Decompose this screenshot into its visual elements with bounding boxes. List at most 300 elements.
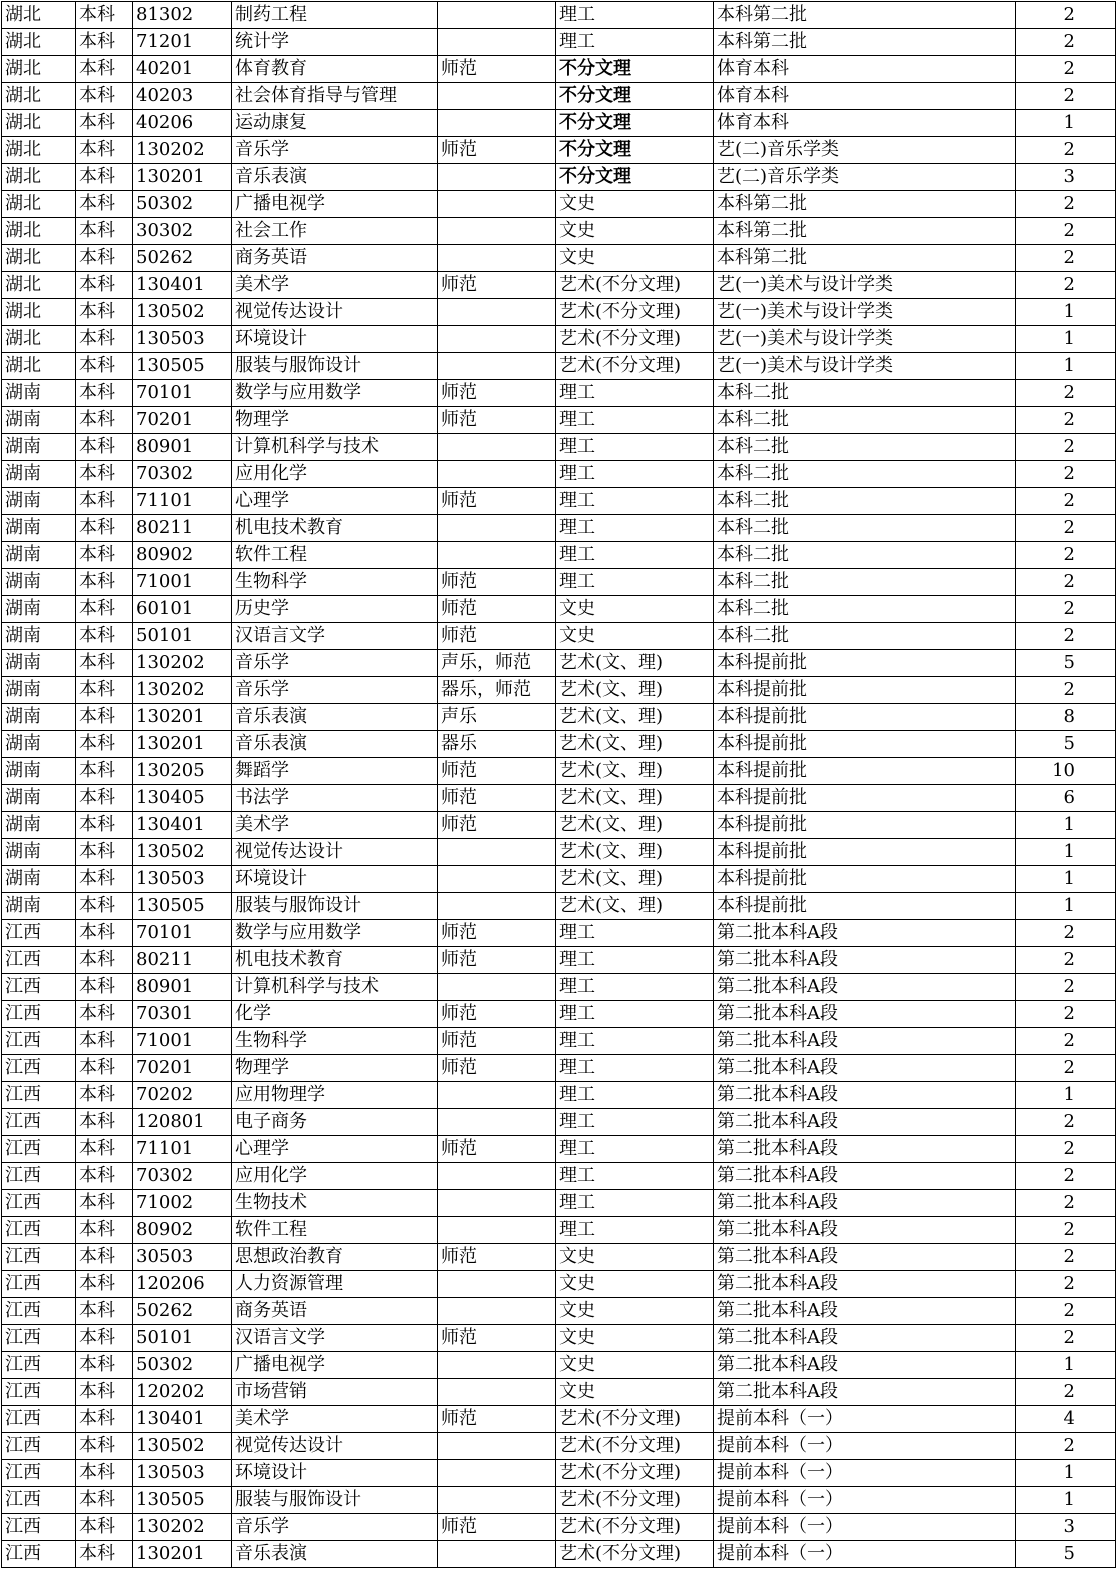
category-cell: 理工: [556, 1082, 714, 1109]
note-cell: 师范: [438, 56, 556, 83]
major-code-cell: 130201: [133, 731, 232, 758]
major-name-cell: 汉语言文学: [232, 1325, 438, 1352]
quota-cell: 1: [1016, 353, 1116, 380]
quota-cell: 2: [1016, 1325, 1116, 1352]
level-cell: 本科: [76, 758, 133, 785]
note-cell: 师范: [438, 1028, 556, 1055]
quota-cell: 1: [1016, 1082, 1116, 1109]
major-code-cell: 30302: [133, 218, 232, 245]
level-cell: 本科: [76, 461, 133, 488]
batch-cell: 本科第二批: [714, 245, 1016, 272]
level-cell: 本科: [76, 1190, 133, 1217]
province-cell: 湖北: [2, 272, 76, 299]
category-cell: 艺术(文、理): [556, 704, 714, 731]
quota-cell: 2: [1016, 461, 1116, 488]
major-name-cell: 机电技术教育: [232, 515, 438, 542]
major-name-cell: 人力资源管理: [232, 1271, 438, 1298]
major-name-cell: 机电技术教育: [232, 947, 438, 974]
category-cell: 理工: [556, 488, 714, 515]
table-row: [2, 839, 1116, 866]
table-row: [2, 893, 1116, 920]
category-cell: 文史: [556, 245, 714, 272]
quota-cell: 2: [1016, 83, 1116, 110]
batch-cell: 第二批本科A段: [714, 947, 1016, 974]
category-cell: 不分文理: [556, 83, 714, 110]
batch-cell: 本科二批: [714, 434, 1016, 461]
table-row: [2, 434, 1116, 461]
note-cell: [438, 1163, 556, 1190]
table-row: [2, 1298, 1116, 1325]
note-cell: 师范: [438, 947, 556, 974]
quota-cell: 2: [1016, 29, 1116, 56]
major-name-cell: 环境设计: [232, 1460, 438, 1487]
category-cell: 理工: [556, 2, 714, 29]
province-cell: 湖南: [2, 866, 76, 893]
level-cell: 本科: [76, 947, 133, 974]
quota-cell: 2: [1016, 1136, 1116, 1163]
level-cell: 本科: [76, 326, 133, 353]
table-row: [2, 515, 1116, 542]
major-name-cell: 视觉传达设计: [232, 299, 438, 326]
batch-cell: 本科二批: [714, 623, 1016, 650]
table-row: [2, 1082, 1116, 1109]
province-cell: 江西: [2, 1055, 76, 1082]
category-cell: 艺术(不分文理): [556, 353, 714, 380]
major-code-cell: 120801: [133, 1109, 232, 1136]
major-code-cell: 80211: [133, 515, 232, 542]
province-cell: 湖南: [2, 893, 76, 920]
major-name-cell: 体育教育: [232, 56, 438, 83]
major-name-cell: 应用化学: [232, 461, 438, 488]
table-row: [2, 218, 1116, 245]
major-name-cell: 化学: [232, 1001, 438, 1028]
quota-cell: 2: [1016, 515, 1116, 542]
table-row: [2, 731, 1116, 758]
note-cell: [438, 1487, 556, 1514]
category-cell: 艺术(不分文理): [556, 299, 714, 326]
quota-cell: 2: [1016, 1217, 1116, 1244]
note-cell: 师范: [438, 1514, 556, 1541]
quota-cell: 2: [1016, 1244, 1116, 1271]
batch-cell: 本科二批: [714, 461, 1016, 488]
level-cell: 本科: [76, 110, 133, 137]
batch-cell: 第二批本科A段: [714, 920, 1016, 947]
quota-cell: 5: [1016, 731, 1116, 758]
category-cell: 理工: [556, 542, 714, 569]
quota-cell: 2: [1016, 1163, 1116, 1190]
note-cell: 师范: [438, 488, 556, 515]
table-row: [2, 1001, 1116, 1028]
province-cell: 江西: [2, 1028, 76, 1055]
table-row: [2, 56, 1116, 83]
major-code-cell: 130405: [133, 785, 232, 812]
level-cell: 本科: [76, 1271, 133, 1298]
quota-cell: 5: [1016, 1541, 1116, 1568]
level-cell: 本科: [76, 893, 133, 920]
batch-cell: 第二批本科A段: [714, 1109, 1016, 1136]
level-cell: 本科: [76, 218, 133, 245]
category-cell: 理工: [556, 1163, 714, 1190]
batch-cell: 第二批本科A段: [714, 1217, 1016, 1244]
level-cell: 本科: [76, 839, 133, 866]
quota-cell: 1: [1016, 893, 1116, 920]
province-cell: 江西: [2, 1271, 76, 1298]
batch-cell: 本科提前批: [714, 677, 1016, 704]
province-cell: 湖南: [2, 569, 76, 596]
note-cell: 器乐，师范: [438, 677, 556, 704]
level-cell: 本科: [76, 623, 133, 650]
table-body: [2, 2, 1116, 1568]
quota-cell: 6: [1016, 785, 1116, 812]
table-row: [2, 1163, 1116, 1190]
province-cell: 江西: [2, 1298, 76, 1325]
category-cell: 艺术(不分文理): [556, 1487, 714, 1514]
batch-cell: 第二批本科A段: [714, 1001, 1016, 1028]
category-cell: 理工: [556, 1001, 714, 1028]
batch-cell: 第二批本科A段: [714, 974, 1016, 1001]
major-name-cell: 制药工程: [232, 2, 438, 29]
level-cell: 本科: [76, 704, 133, 731]
level-cell: 本科: [76, 812, 133, 839]
province-cell: 湖北: [2, 218, 76, 245]
category-cell: 艺术(不分文理): [556, 1514, 714, 1541]
note-cell: 师范: [438, 920, 556, 947]
batch-cell: 提前本科（一）: [714, 1406, 1016, 1433]
note-cell: [438, 164, 556, 191]
quota-cell: 2: [1016, 1001, 1116, 1028]
table-row: [2, 1514, 1116, 1541]
batch-cell: 本科提前批: [714, 839, 1016, 866]
major-name-cell: 汉语言文学: [232, 623, 438, 650]
note-cell: [438, 299, 556, 326]
level-cell: 本科: [76, 1244, 133, 1271]
quota-cell: 2: [1016, 623, 1116, 650]
category-cell: 理工: [556, 515, 714, 542]
note-cell: [438, 1109, 556, 1136]
batch-cell: 本科二批: [714, 542, 1016, 569]
province-cell: 江西: [2, 1190, 76, 1217]
batch-cell: 本科提前批: [714, 650, 1016, 677]
batch-cell: 本科提前批: [714, 731, 1016, 758]
table-row: [2, 1271, 1116, 1298]
batch-cell: 艺(一)美术与设计学类: [714, 353, 1016, 380]
major-code-cell: 50101: [133, 1325, 232, 1352]
province-cell: 江西: [2, 1136, 76, 1163]
table-row: [2, 1217, 1116, 1244]
province-cell: 江西: [2, 1109, 76, 1136]
batch-cell: 第二批本科A段: [714, 1298, 1016, 1325]
major-name-cell: 视觉传达设计: [232, 839, 438, 866]
quota-cell: 2: [1016, 677, 1116, 704]
level-cell: 本科: [76, 137, 133, 164]
major-code-cell: 70101: [133, 380, 232, 407]
major-code-cell: 130502: [133, 839, 232, 866]
level-cell: 本科: [76, 1379, 133, 1406]
major-code-cell: 70201: [133, 1055, 232, 1082]
category-cell: 艺术(文、理): [556, 839, 714, 866]
note-cell: 师范: [438, 1055, 556, 1082]
major-name-cell: 服装与服饰设计: [232, 1487, 438, 1514]
major-name-cell: 心理学: [232, 488, 438, 515]
level-cell: 本科: [76, 1514, 133, 1541]
major-name-cell: 美术学: [232, 272, 438, 299]
category-cell: 文史: [556, 218, 714, 245]
level-cell: 本科: [76, 1001, 133, 1028]
province-cell: 湖北: [2, 110, 76, 137]
table-row: [2, 1109, 1116, 1136]
batch-cell: 本科二批: [714, 569, 1016, 596]
province-cell: 江西: [2, 1325, 76, 1352]
major-code-cell: 130202: [133, 137, 232, 164]
note-cell: 师范: [438, 1325, 556, 1352]
note-cell: [438, 218, 556, 245]
province-cell: 湖北: [2, 56, 76, 83]
table-row: [2, 353, 1116, 380]
quota-cell: 2: [1016, 1055, 1116, 1082]
note-cell: 声乐: [438, 704, 556, 731]
note-cell: [438, 245, 556, 272]
level-cell: 本科: [76, 1298, 133, 1325]
level-cell: 本科: [76, 1109, 133, 1136]
table-row: [2, 704, 1116, 731]
batch-cell: 本科二批: [714, 515, 1016, 542]
major-code-cell: 50302: [133, 1352, 232, 1379]
quota-cell: 2: [1016, 56, 1116, 83]
table-row: [2, 542, 1116, 569]
province-cell: 湖北: [2, 191, 76, 218]
category-cell: 理工: [556, 434, 714, 461]
note-cell: [438, 191, 556, 218]
table-row: [2, 623, 1116, 650]
table-row: [2, 83, 1116, 110]
level-cell: 本科: [76, 1352, 133, 1379]
major-code-cell: 80902: [133, 1217, 232, 1244]
quota-cell: 2: [1016, 407, 1116, 434]
table-row: [2, 164, 1116, 191]
category-cell: 艺术(文、理): [556, 650, 714, 677]
province-cell: 江西: [2, 1244, 76, 1271]
note-cell: 师范: [438, 569, 556, 596]
major-code-cell: 130503: [133, 326, 232, 353]
province-cell: 江西: [2, 1352, 76, 1379]
major-code-cell: 70202: [133, 1082, 232, 1109]
major-code-cell: 50262: [133, 245, 232, 272]
category-cell: 艺术(不分文理): [556, 1541, 714, 1568]
category-cell: 不分文理: [556, 164, 714, 191]
note-cell: 师范: [438, 1136, 556, 1163]
batch-cell: 第二批本科A段: [714, 1082, 1016, 1109]
major-code-cell: 80211: [133, 947, 232, 974]
province-cell: 江西: [2, 1379, 76, 1406]
level-cell: 本科: [76, 650, 133, 677]
province-cell: 湖北: [2, 353, 76, 380]
category-cell: 理工: [556, 1055, 714, 1082]
quota-cell: 2: [1016, 191, 1116, 218]
category-cell: 艺术(不分文理): [556, 1406, 714, 1433]
batch-cell: 第二批本科A段: [714, 1055, 1016, 1082]
major-code-cell: 130202: [133, 1514, 232, 1541]
major-name-cell: 市场营销: [232, 1379, 438, 1406]
major-name-cell: 美术学: [232, 812, 438, 839]
table-row: [2, 1433, 1116, 1460]
note-cell: 师范: [438, 407, 556, 434]
major-code-cell: 130201: [133, 1541, 232, 1568]
level-cell: 本科: [76, 1217, 133, 1244]
province-cell: 湖北: [2, 164, 76, 191]
major-name-cell: 环境设计: [232, 866, 438, 893]
note-cell: 师范: [438, 380, 556, 407]
major-code-cell: 130202: [133, 677, 232, 704]
major-code-cell: 70302: [133, 461, 232, 488]
note-cell: [438, 542, 556, 569]
level-cell: 本科: [76, 542, 133, 569]
note-cell: [438, 1190, 556, 1217]
table-row: [2, 650, 1116, 677]
level-cell: 本科: [76, 1136, 133, 1163]
quota-cell: 2: [1016, 947, 1116, 974]
note-cell: 师范: [438, 1001, 556, 1028]
note-cell: [438, 839, 556, 866]
major-code-cell: 130201: [133, 704, 232, 731]
major-code-cell: 80902: [133, 542, 232, 569]
province-cell: 湖南: [2, 704, 76, 731]
batch-cell: 第二批本科A段: [714, 1028, 1016, 1055]
quota-cell: 4: [1016, 1406, 1116, 1433]
major-name-cell: 软件工程: [232, 1217, 438, 1244]
quota-cell: 5: [1016, 650, 1116, 677]
note-cell: 师范: [438, 137, 556, 164]
level-cell: 本科: [76, 488, 133, 515]
province-cell: 湖南: [2, 461, 76, 488]
level-cell: 本科: [76, 299, 133, 326]
major-name-cell: 音乐学: [232, 137, 438, 164]
major-code-cell: 71101: [133, 1136, 232, 1163]
category-cell: 文史: [556, 1379, 714, 1406]
batch-cell: 提前本科（一）: [714, 1433, 1016, 1460]
province-cell: 湖南: [2, 623, 76, 650]
province-cell: 江西: [2, 1460, 76, 1487]
level-cell: 本科: [76, 731, 133, 758]
major-code-cell: 50302: [133, 191, 232, 218]
province-cell: 湖南: [2, 758, 76, 785]
batch-cell: 第二批本科A段: [714, 1271, 1016, 1298]
note-cell: [438, 1460, 556, 1487]
batch-cell: 本科提前批: [714, 758, 1016, 785]
quota-cell: 2: [1016, 1109, 1116, 1136]
category-cell: 文史: [556, 1325, 714, 1352]
major-name-cell: 统计学: [232, 29, 438, 56]
major-name-cell: 社会工作: [232, 218, 438, 245]
quota-cell: 1: [1016, 1460, 1116, 1487]
major-name-cell: 舞蹈学: [232, 758, 438, 785]
note-cell: [438, 1352, 556, 1379]
note-cell: 师范: [438, 1244, 556, 1271]
table-row: [2, 812, 1116, 839]
quota-cell: 2: [1016, 245, 1116, 272]
category-cell: 理工: [556, 974, 714, 1001]
level-cell: 本科: [76, 56, 133, 83]
major-code-cell: 130503: [133, 866, 232, 893]
category-cell: 理工: [556, 380, 714, 407]
major-name-cell: 音乐表演: [232, 1541, 438, 1568]
province-cell: 江西: [2, 1406, 76, 1433]
category-cell: 艺术(不分文理): [556, 326, 714, 353]
batch-cell: 第二批本科A段: [714, 1352, 1016, 1379]
major-name-cell: 广播电视学: [232, 191, 438, 218]
table-row: [2, 1028, 1116, 1055]
level-cell: 本科: [76, 1055, 133, 1082]
category-cell: 理工: [556, 407, 714, 434]
note-cell: [438, 434, 556, 461]
table-row: [2, 947, 1116, 974]
level-cell: 本科: [76, 1433, 133, 1460]
note-cell: [438, 461, 556, 488]
category-cell: 艺术(文、理): [556, 893, 714, 920]
province-cell: 江西: [2, 1001, 76, 1028]
major-code-cell: 130202: [133, 650, 232, 677]
category-cell: 理工: [556, 920, 714, 947]
level-cell: 本科: [76, 1460, 133, 1487]
major-name-cell: 音乐表演: [232, 731, 438, 758]
major-name-cell: 思想政治教育: [232, 1244, 438, 1271]
level-cell: 本科: [76, 677, 133, 704]
level-cell: 本科: [76, 920, 133, 947]
batch-cell: 第二批本科A段: [714, 1163, 1016, 1190]
major-name-cell: 运动康复: [232, 110, 438, 137]
major-code-cell: 70301: [133, 1001, 232, 1028]
major-code-cell: 120206: [133, 1271, 232, 1298]
table-row: [2, 137, 1116, 164]
province-cell: 湖南: [2, 542, 76, 569]
table-row: [2, 1244, 1116, 1271]
province-cell: 湖北: [2, 245, 76, 272]
quota-cell: 8: [1016, 704, 1116, 731]
table-row: [2, 677, 1116, 704]
category-cell: 艺术(文、理): [556, 731, 714, 758]
province-cell: 湖南: [2, 434, 76, 461]
batch-cell: 艺(一)美术与设计学类: [714, 272, 1016, 299]
major-name-cell: 环境设计: [232, 326, 438, 353]
major-code-cell: 80901: [133, 434, 232, 461]
category-cell: 理工: [556, 1136, 714, 1163]
quota-cell: 2: [1016, 1298, 1116, 1325]
quota-cell: 1: [1016, 839, 1116, 866]
table-row: [2, 1379, 1116, 1406]
quota-cell: 3: [1016, 164, 1116, 191]
batch-cell: 本科二批: [714, 488, 1016, 515]
province-cell: 江西: [2, 1487, 76, 1514]
major-code-cell: 130502: [133, 1433, 232, 1460]
category-cell: 理工: [556, 1190, 714, 1217]
level-cell: 本科: [76, 164, 133, 191]
batch-cell: 第二批本科A段: [714, 1244, 1016, 1271]
table-row: [2, 1487, 1116, 1514]
table-row: [2, 758, 1116, 785]
major-code-cell: 40206: [133, 110, 232, 137]
level-cell: 本科: [76, 1406, 133, 1433]
note-cell: [438, 1298, 556, 1325]
province-cell: 江西: [2, 1433, 76, 1460]
table-row: [2, 272, 1116, 299]
table-row: [2, 1406, 1116, 1433]
province-cell: 湖南: [2, 839, 76, 866]
level-cell: 本科: [76, 407, 133, 434]
table-row: [2, 1055, 1116, 1082]
major-name-cell: 计算机科学与技术: [232, 434, 438, 461]
batch-cell: 体育本科: [714, 56, 1016, 83]
table-row: [2, 407, 1116, 434]
province-cell: 湖北: [2, 2, 76, 29]
